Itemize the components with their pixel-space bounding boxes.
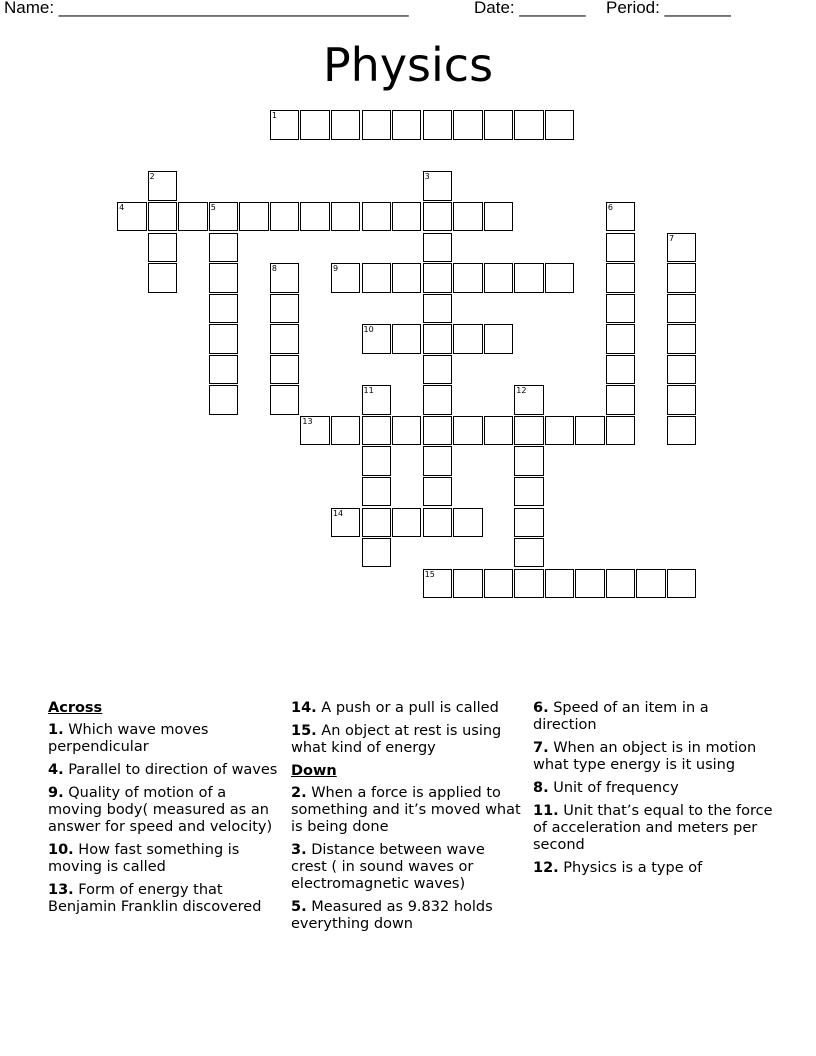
grid-cell[interactable]: [331, 202, 360, 231]
grid-cell[interactable]: [392, 202, 421, 231]
grid-cell[interactable]: [606, 263, 635, 292]
grid-cell[interactable]: [514, 110, 543, 139]
grid-cell[interactable]: [453, 202, 482, 231]
grid-cell[interactable]: [575, 416, 604, 445]
clue-number-label: 12: [516, 386, 527, 396]
grid-cell[interactable]: [575, 569, 604, 598]
grid-cell[interactable]: [300, 110, 329, 139]
grid-cell[interactable]: [362, 202, 391, 231]
grid-cell[interactable]: [392, 324, 421, 353]
grid-cell[interactable]: [209, 324, 238, 353]
grid-cell[interactable]: [331, 508, 360, 537]
grid-cell[interactable]: [545, 416, 574, 445]
grid-cell[interactable]: [453, 508, 482, 537]
grid-cell[interactable]: [667, 233, 696, 262]
grid-cell[interactable]: [606, 202, 635, 231]
grid-cell[interactable]: [423, 324, 452, 353]
clue-across-13: 13. Form of energy that Benjamin Franklin discovered: [48, 882, 262, 915]
grid-cell[interactable]: [514, 508, 543, 537]
grid-cell[interactable]: [362, 446, 391, 475]
grid-cell[interactable]: [148, 202, 177, 231]
grid-cell[interactable]: [209, 233, 238, 262]
grid-cell[interactable]: [117, 202, 146, 231]
grid-cell[interactable]: [606, 385, 635, 414]
grid-cell[interactable]: [331, 263, 360, 292]
grid-cell[interactable]: [423, 508, 452, 537]
grid-cell[interactable]: [545, 110, 574, 139]
clue-number-label: 2: [149, 172, 155, 182]
grid-cell[interactable]: [484, 416, 513, 445]
grid-cell[interactable]: [148, 171, 177, 200]
grid-cell[interactable]: [667, 385, 696, 414]
grid-cell[interactable]: [423, 477, 452, 506]
grid-cell[interactable]: [331, 416, 360, 445]
clue-down-3: 3. Distance between wave crest ( in sound waves or electromagnetic waves): [291, 842, 485, 892]
grid-cell[interactable]: [514, 569, 543, 598]
grid-cell[interactable]: [423, 233, 452, 262]
grid-cell[interactable]: [423, 569, 452, 598]
grid-cell[interactable]: [606, 416, 635, 445]
grid-cell[interactable]: [453, 263, 482, 292]
grid-cell[interactable]: [331, 110, 360, 139]
grid-cell[interactable]: [667, 324, 696, 353]
grid-cell[interactable]: [270, 385, 299, 414]
clue-number-label: 8: [271, 264, 277, 274]
grid-cell[interactable]: [453, 569, 482, 598]
grid-cell[interactable]: [209, 385, 238, 414]
grid-cell[interactable]: [514, 263, 543, 292]
grid-cell[interactable]: [270, 263, 299, 292]
period-field[interactable]: Period: _______: [606, 0, 731, 17]
clue-number-label: 6: [607, 203, 613, 212]
grid-cell[interactable]: [667, 355, 696, 384]
grid-cell[interactable]: [423, 355, 452, 384]
grid-cell[interactable]: [209, 294, 238, 323]
grid-cell[interactable]: [423, 110, 452, 139]
grid-cell[interactable]: [392, 508, 421, 537]
grid-cell[interactable]: [484, 569, 513, 598]
clue-across-15: 15. An object at rest is using what kind of energy: [291, 723, 502, 756]
grid-cell[interactable]: [270, 202, 299, 231]
grid-cell[interactable]: [545, 569, 574, 598]
grid-cell[interactable]: [636, 569, 665, 598]
page-title: Physics: [322, 38, 494, 92]
grid-cell[interactable]: [209, 202, 238, 231]
grid-cell[interactable]: [423, 171, 452, 200]
grid-cell[interactable]: [362, 508, 391, 537]
grid-cell[interactable]: [362, 263, 391, 292]
down-heading: Down: [291, 763, 337, 779]
grid-cell[interactable]: [362, 385, 391, 414]
grid-cell[interactable]: [362, 110, 391, 139]
grid-cell[interactable]: [514, 538, 543, 567]
grid-cell[interactable]: [606, 569, 635, 598]
grid-cell[interactable]: [392, 263, 421, 292]
grid-cell[interactable]: [423, 202, 452, 231]
grid-cell[interactable]: [484, 324, 513, 353]
grid-cell[interactable]: [178, 202, 207, 231]
clue-across-10: 10. How fast something is moving is called: [48, 842, 240, 875]
clue-down-6: 6. Speed of an item in a direction: [533, 700, 709, 733]
grid-cell[interactable]: [606, 355, 635, 384]
grid-cell[interactable]: [423, 446, 452, 475]
grid-cell[interactable]: [484, 263, 513, 292]
clue-number-label: 1: [271, 111, 277, 121]
clues-column-2: [291, 700, 521, 939]
grid-cell[interactable]: [514, 477, 543, 506]
grid-cell[interactable]: [209, 355, 238, 384]
grid-cell[interactable]: [514, 446, 543, 475]
name-field[interactable]: Name: _____________________________________: [4, 0, 409, 17]
grid-cell[interactable]: [667, 569, 696, 598]
grid-cell[interactable]: [423, 263, 452, 292]
clue-number-label: 10: [363, 325, 374, 335]
grid-cell[interactable]: [514, 416, 543, 445]
grid-cell[interactable]: [239, 202, 268, 231]
grid-cell[interactable]: [453, 416, 482, 445]
grid-cell[interactable]: [362, 538, 391, 567]
grid-cell[interactable]: [423, 294, 452, 323]
grid-cell[interactable]: [606, 324, 635, 353]
grid-cell[interactable]: [209, 263, 238, 292]
clue-down-12: 12. Physics is a type of: [533, 860, 703, 876]
grid-cell[interactable]: [606, 294, 635, 323]
grid-cell[interactable]: [392, 416, 421, 445]
clue-down-5: 5. Measured as 9.832 holds everything down: [291, 899, 493, 932]
date-field[interactable]: Date: _______: [474, 0, 586, 17]
clue-down-8: 8. Unit of frequency: [533, 780, 679, 796]
clue-number-label: 4: [119, 203, 125, 212]
clues-column-3: [533, 700, 773, 883]
clue-down-11: 11. Unit that’s equal to the force of acceleration and meters per second: [533, 803, 773, 853]
grid-cell[interactable]: [667, 294, 696, 323]
grid-cell[interactable]: [362, 477, 391, 506]
across-heading: Across: [48, 700, 103, 716]
clue-number-label: 11: [363, 386, 374, 396]
grid-cell[interactable]: [148, 233, 177, 262]
grid-cell[interactable]: [392, 110, 421, 139]
grid-cell[interactable]: [148, 263, 177, 292]
grid-cell[interactable]: [423, 416, 452, 445]
clues-column-1: [48, 700, 284, 922]
grid-cell[interactable]: [545, 263, 574, 292]
grid-cell[interactable]: [362, 416, 391, 445]
grid-cell[interactable]: [270, 294, 299, 323]
grid-cell[interactable]: [453, 110, 482, 139]
clue-number-label: 15: [424, 569, 435, 579]
clue-down-7: 7. When an object is in motion what type energy is it using: [533, 740, 757, 773]
grid-cell[interactable]: [667, 416, 696, 445]
grid-cell[interactable]: [270, 110, 299, 139]
clue-across-14: 14. A push or a pull is called: [291, 700, 499, 716]
grid-cell[interactable]: [270, 324, 299, 353]
grid-cell[interactable]: [514, 385, 543, 414]
grid-cell[interactable]: [270, 355, 299, 384]
grid-cell[interactable]: [484, 110, 513, 139]
grid-cell[interactable]: [453, 324, 482, 353]
clue-number-label: 3: [424, 172, 430, 182]
clue-number-label: 9: [332, 264, 339, 274]
grid-cell[interactable]: [484, 202, 513, 231]
grid-cell[interactable]: [606, 233, 635, 262]
clue-number-label: 13: [302, 416, 313, 426]
clue-number-label: 5: [210, 203, 216, 212]
clue-down-2: 2. When a force is applied to something and it’s moved what is being done: [291, 785, 521, 835]
grid-cell[interactable]: [667, 263, 696, 292]
clue-across-9: 9. Quality of motion of a moving body( measured as an answer for speed and velocity): [48, 785, 273, 835]
grid-cell[interactable]: [300, 416, 329, 445]
clue-number-label: 7: [669, 233, 675, 243]
grid-cell[interactable]: [362, 324, 391, 353]
grid-cell[interactable]: [423, 385, 452, 414]
grid-cell[interactable]: [300, 202, 329, 231]
clue-across-4: 4. Parallel to direction of waves: [48, 762, 278, 778]
clue-number-label: 14: [332, 508, 344, 518]
clue-across-1: 1. Which wave moves perpendicular: [48, 722, 209, 755]
